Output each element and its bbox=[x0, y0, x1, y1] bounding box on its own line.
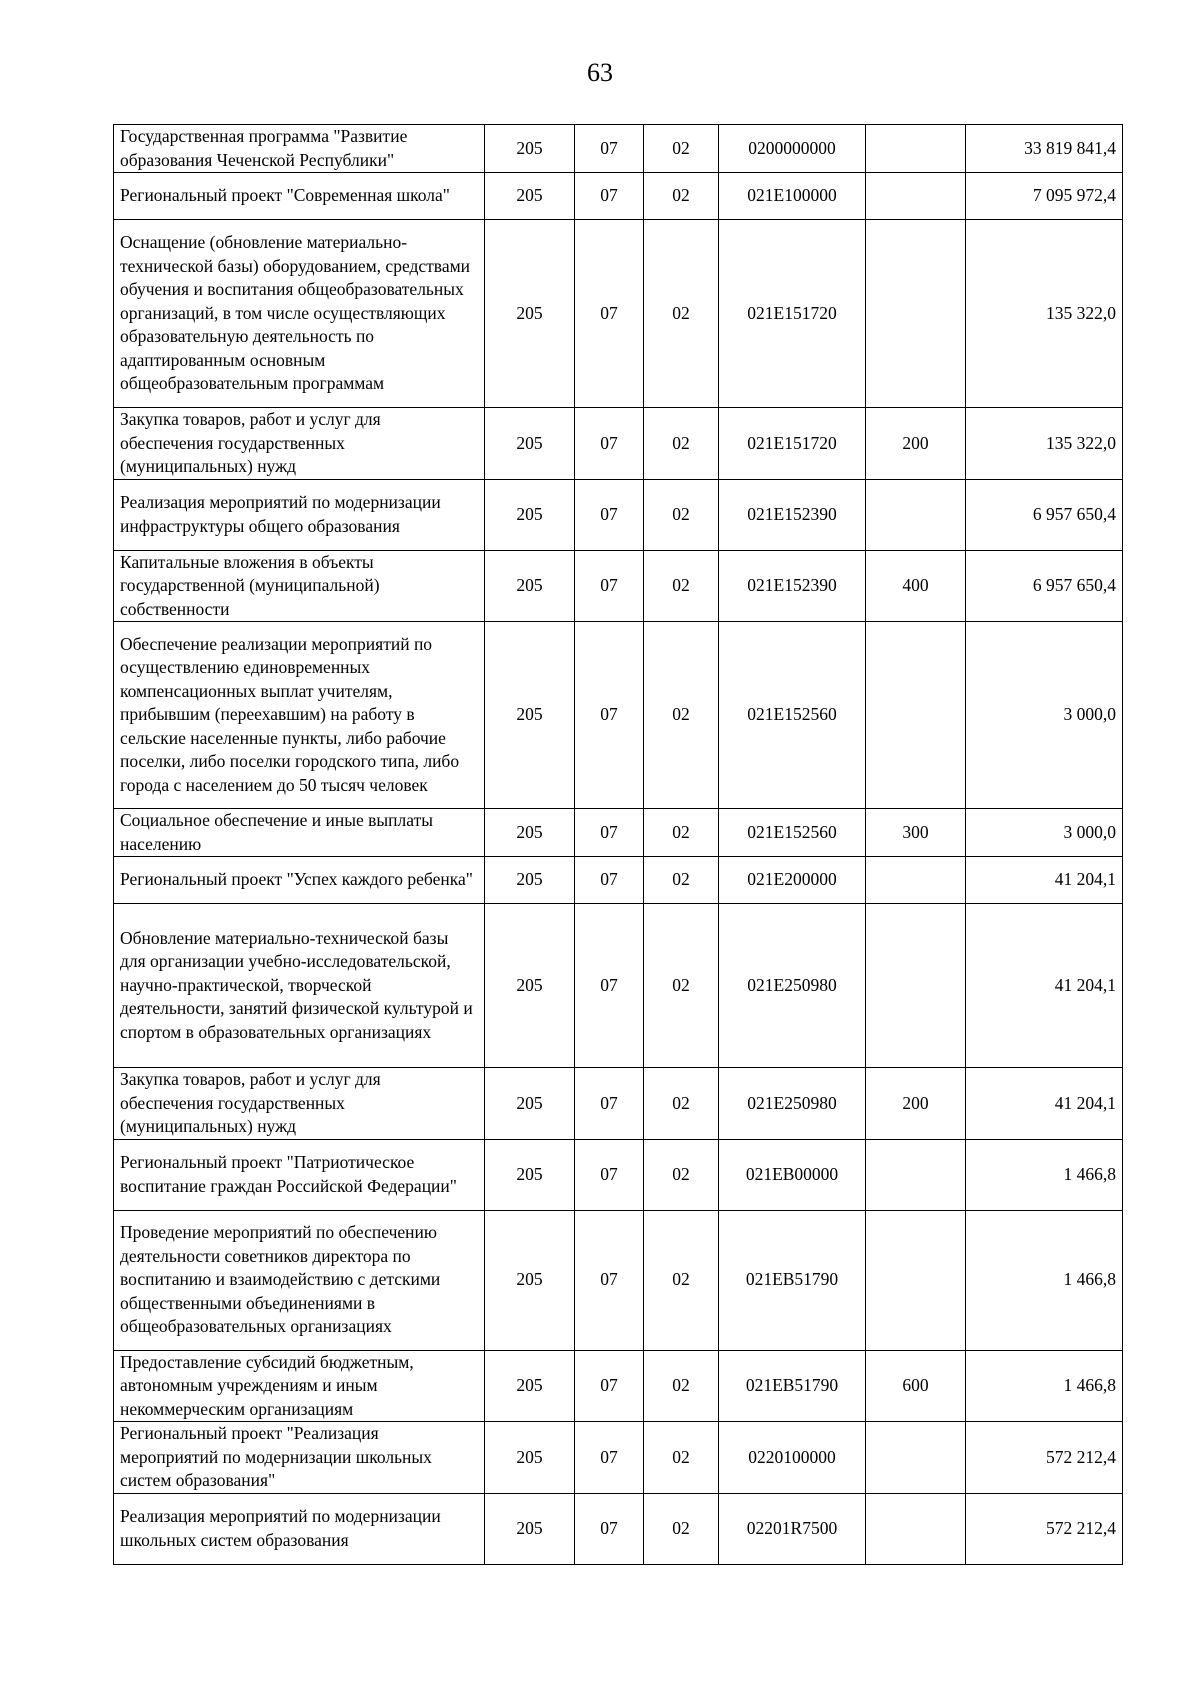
amount: 41 204,1 bbox=[966, 1068, 1123, 1140]
table-row bbox=[114, 1350, 1123, 1422]
section-code: 07 bbox=[575, 622, 644, 809]
budget-table bbox=[113, 124, 1123, 1565]
item-name: Предоставление субсидий бюджетным, автономным учреждениям и иным некоммерческим организациям bbox=[114, 1350, 485, 1422]
subsection-code: 02 bbox=[644, 1210, 719, 1350]
amount: 3 000,0 bbox=[966, 809, 1123, 857]
ministry-code: 205 bbox=[485, 622, 575, 809]
section-code: 07 bbox=[575, 173, 644, 220]
ministry-code: 205 bbox=[485, 1068, 575, 1140]
expense-type-code bbox=[866, 622, 966, 809]
target-article-code: 021E152560 bbox=[719, 809, 866, 857]
budget-table-body bbox=[114, 125, 1123, 1565]
ministry-code: 205 bbox=[485, 904, 575, 1068]
target-article-code: 021EB51790 bbox=[719, 1350, 866, 1422]
item-name: Региональный проект "Патриотическое воспитание граждан Российской Федерации" bbox=[114, 1139, 485, 1210]
target-article-code: 021E200000 bbox=[719, 857, 866, 904]
target-article-code: 021E250980 bbox=[719, 904, 866, 1068]
table-row bbox=[114, 904, 1123, 1068]
table-row bbox=[114, 173, 1123, 220]
ministry-code: 205 bbox=[485, 1422, 575, 1494]
subsection-code: 02 bbox=[644, 479, 719, 550]
subsection-code: 02 bbox=[644, 125, 719, 173]
amount: 41 204,1 bbox=[966, 857, 1123, 904]
item-name: Государственная программа "Развитие образования Чеченской Республики" bbox=[114, 125, 485, 173]
target-article-code: 02201R7500 bbox=[719, 1493, 866, 1564]
ministry-code: 205 bbox=[485, 1139, 575, 1210]
ministry-code: 205 bbox=[485, 857, 575, 904]
table-row bbox=[114, 857, 1123, 904]
subsection-code: 02 bbox=[644, 809, 719, 857]
target-article-code: 021EB51790 bbox=[719, 1210, 866, 1350]
expense-type-code bbox=[866, 1139, 966, 1210]
ministry-code: 205 bbox=[485, 479, 575, 550]
ministry-code: 205 bbox=[485, 1493, 575, 1564]
table-row bbox=[114, 1068, 1123, 1140]
section-code: 07 bbox=[575, 125, 644, 173]
amount: 6 957 650,4 bbox=[966, 479, 1123, 550]
table-row bbox=[114, 809, 1123, 857]
expense-type-code: 200 bbox=[866, 1068, 966, 1140]
subsection-code: 02 bbox=[644, 1139, 719, 1210]
section-code: 07 bbox=[575, 809, 644, 857]
target-article-code: 021E152390 bbox=[719, 550, 866, 622]
table-row bbox=[114, 479, 1123, 550]
amount: 7 095 972,4 bbox=[966, 173, 1123, 220]
item-name: Региональный проект "Успех каждого ребенка" bbox=[114, 857, 485, 904]
target-article-code: 021E100000 bbox=[719, 173, 866, 220]
expense-type-code: 200 bbox=[866, 408, 966, 480]
expense-type-code bbox=[866, 173, 966, 220]
item-name: Реализация мероприятий по модернизации инфраструктуры общего образования bbox=[114, 479, 485, 550]
table-row bbox=[114, 1493, 1123, 1564]
subsection-code: 02 bbox=[644, 550, 719, 622]
expense-type-code bbox=[866, 904, 966, 1068]
target-article-code: 021E151720 bbox=[719, 220, 866, 408]
item-name: Социальное обеспечение и иные выплаты населению bbox=[114, 809, 485, 857]
expense-type-code: 300 bbox=[866, 809, 966, 857]
target-article-code: 021E152390 bbox=[719, 479, 866, 550]
page-number: 63 bbox=[587, 58, 613, 87]
table-row bbox=[114, 550, 1123, 622]
item-name: Обеспечение реализации мероприятий по осуществлению единовременных компенсационных выплат учителям, прибывшим (переехавшим) на работу в сельские населенные пункты, либо рабочие поселки, либо поселки городского типа, либо города с населением до 50 тысяч человек bbox=[114, 622, 485, 809]
expense-type-code bbox=[866, 1422, 966, 1494]
item-name: Региональный проект "Современная школа" bbox=[114, 173, 485, 220]
section-code: 07 bbox=[575, 220, 644, 408]
item-name: Закупка товаров, работ и услуг для обеспечения государственных (муниципальных) нужд bbox=[114, 1068, 485, 1140]
subsection-code: 02 bbox=[644, 1068, 719, 1140]
section-code: 07 bbox=[575, 1210, 644, 1350]
item-name: Оснащение (обновление материально-технической базы) оборудованием, средствами обучения и воспитания общеобразовательных организаций, в том числе осуществляющих образовательную деятельность по адаптированным основным общеобразовательным программам bbox=[114, 220, 485, 408]
section-code: 07 bbox=[575, 1068, 644, 1140]
target-article-code: 0220100000 bbox=[719, 1422, 866, 1494]
section-code: 07 bbox=[575, 408, 644, 480]
table-row bbox=[114, 220, 1123, 408]
expense-type-code bbox=[866, 479, 966, 550]
expense-type-code bbox=[866, 1493, 966, 1564]
subsection-code: 02 bbox=[644, 220, 719, 408]
target-article-code: 021E151720 bbox=[719, 408, 866, 480]
subsection-code: 02 bbox=[644, 1422, 719, 1494]
table-row bbox=[114, 125, 1123, 173]
amount: 3 000,0 bbox=[966, 622, 1123, 809]
section-code: 07 bbox=[575, 1493, 644, 1564]
amount: 33 819 841,4 bbox=[966, 125, 1123, 173]
subsection-code: 02 bbox=[644, 408, 719, 480]
table-row bbox=[114, 1210, 1123, 1350]
expense-type-code bbox=[866, 125, 966, 173]
expense-type-code bbox=[866, 1210, 966, 1350]
target-article-code: 021E250980 bbox=[719, 1068, 866, 1140]
subsection-code: 02 bbox=[644, 1350, 719, 1422]
expense-type-code: 400 bbox=[866, 550, 966, 622]
subsection-code: 02 bbox=[644, 904, 719, 1068]
amount: 1 466,8 bbox=[966, 1350, 1123, 1422]
subsection-code: 02 bbox=[644, 1493, 719, 1564]
ministry-code: 205 bbox=[485, 809, 575, 857]
expense-type-code bbox=[866, 220, 966, 408]
item-name: Региональный проект "Реализация мероприятий по модернизации школьных систем образования" bbox=[114, 1422, 485, 1494]
table-row bbox=[114, 1422, 1123, 1494]
table-row bbox=[114, 408, 1123, 480]
amount: 135 322,0 bbox=[966, 408, 1123, 480]
amount: 135 322,0 bbox=[966, 220, 1123, 408]
item-name: Реализация мероприятий по модернизации школьных систем образования bbox=[114, 1493, 485, 1564]
ministry-code: 205 bbox=[485, 173, 575, 220]
section-code: 07 bbox=[575, 479, 644, 550]
section-code: 07 bbox=[575, 857, 644, 904]
target-article-code: 021EB00000 bbox=[719, 1139, 866, 1210]
amount: 1 466,8 bbox=[966, 1139, 1123, 1210]
item-name: Проведение мероприятий по обеспечению деятельности советников директора по воспитанию и взаимодействию с детскими общественными объединениями в общеобразовательных организациях bbox=[114, 1210, 485, 1350]
item-name: Капитальные вложения в объекты государственной (муниципальной) собственности bbox=[114, 550, 485, 622]
amount: 572 212,4 bbox=[966, 1493, 1123, 1564]
section-code: 07 bbox=[575, 1350, 644, 1422]
table-row bbox=[114, 1139, 1123, 1210]
amount: 6 957 650,4 bbox=[966, 550, 1123, 622]
section-code: 07 bbox=[575, 1422, 644, 1494]
subsection-code: 02 bbox=[644, 173, 719, 220]
section-code: 07 bbox=[575, 904, 644, 1068]
ministry-code: 205 bbox=[485, 550, 575, 622]
amount: 572 212,4 bbox=[966, 1422, 1123, 1494]
ministry-code: 205 bbox=[485, 125, 575, 173]
amount: 1 466,8 bbox=[966, 1210, 1123, 1350]
item-name: Закупка товаров, работ и услуг для обеспечения государственных (муниципальных) нужд bbox=[114, 408, 485, 480]
section-code: 07 bbox=[575, 550, 644, 622]
ministry-code: 205 bbox=[485, 1210, 575, 1350]
subsection-code: 02 bbox=[644, 622, 719, 809]
ministry-code: 205 bbox=[485, 408, 575, 480]
ministry-code: 205 bbox=[485, 1350, 575, 1422]
subsection-code: 02 bbox=[644, 857, 719, 904]
expense-type-code: 600 bbox=[866, 1350, 966, 1422]
expense-type-code bbox=[866, 857, 966, 904]
section-code: 07 bbox=[575, 1139, 644, 1210]
target-article-code: 0200000000 bbox=[719, 125, 866, 173]
target-article-code: 021E152560 bbox=[719, 622, 866, 809]
ministry-code: 205 bbox=[485, 220, 575, 408]
amount: 41 204,1 bbox=[966, 904, 1123, 1068]
item-name: Обновление материально-технической базы для организации учебно-исследовательской, научно-практической, творческой деятельности, занятий физической культурой и спортом в образовательных организациях bbox=[114, 904, 485, 1068]
table-row bbox=[114, 622, 1123, 809]
